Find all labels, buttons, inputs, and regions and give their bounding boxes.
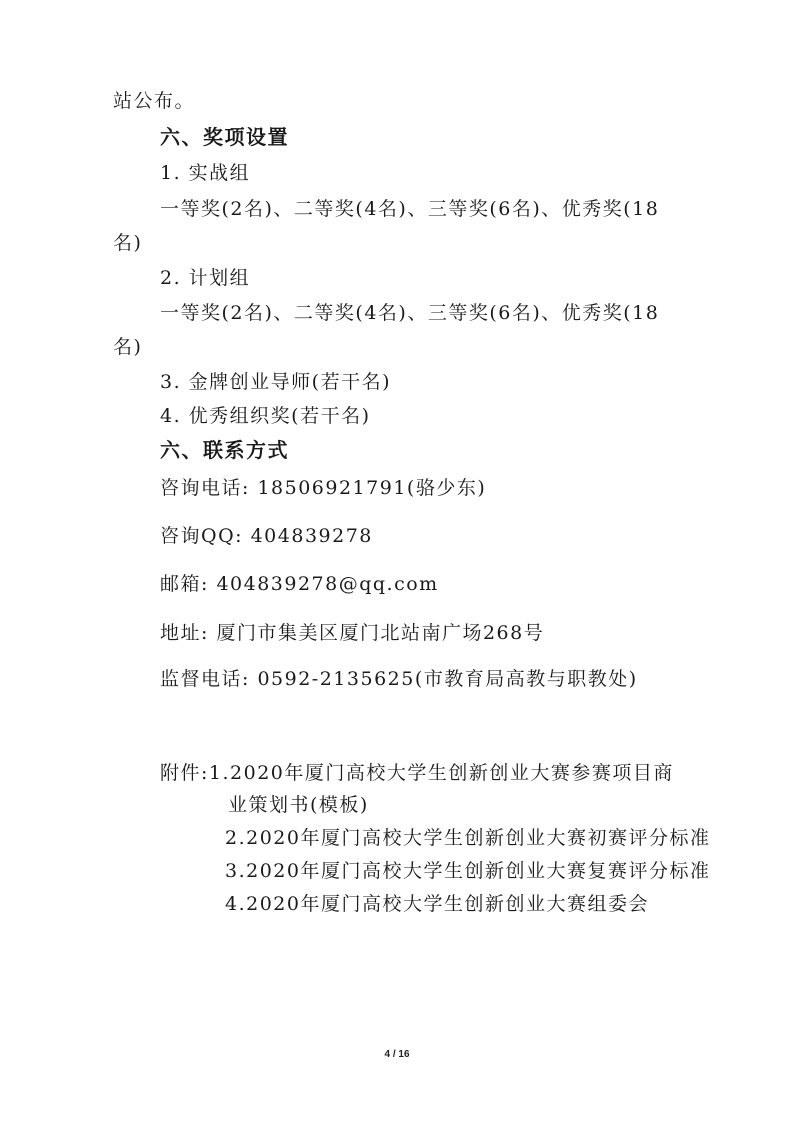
attachment-1-wrap: 业策划书(模板) — [228, 794, 369, 816]
section-heading-contact: 六、联系方式 — [160, 438, 289, 462]
award-list-plan: 一等奖(2名)、二等奖(4名)、三等奖(6名)、优秀奖(18 — [160, 302, 660, 324]
attachment-2: 2.2020年厦门高校大学生创新创业大赛初赛评分标准 — [225, 827, 711, 849]
attachment-4: 4.2020年厦门高校大学生创新创业大赛组委会 — [225, 893, 649, 915]
contact-address: 地址: 厦门市集美区厦门北站南广场268号 — [160, 622, 545, 644]
award-list-practice: 一等奖(2名)、二等奖(4名)、三等奖(6名)、优秀奖(18 — [160, 198, 660, 220]
attachment-1: 附件:1.2020年厦门高校大学生创新创业大赛参赛项目商 — [160, 762, 674, 784]
award-organization: 4. 优秀组织奖(若干名) — [160, 405, 371, 427]
attachment-3: 3.2020年厦门高校大学生创新创业大赛复赛评分标准 — [225, 860, 711, 882]
contact-email: 邮箱: 404839278@qq.com — [160, 573, 439, 595]
award-group-practice: 1. 实战组 — [160, 162, 251, 184]
contact-supervision-phone: 监督电话: 0592-2135625(市教育局高教与职教处) — [160, 668, 638, 690]
page-number: 4 / 16 — [384, 1049, 410, 1060]
contact-phone: 咨询电话: 18506921791(骆少东) — [160, 477, 487, 499]
contact-qq: 咨询QQ: 404839278 — [160, 525, 373, 547]
award-mentor: 3. 金牌创业导师(若干名) — [160, 371, 391, 393]
award-group-plan: 2. 计划组 — [160, 267, 251, 289]
award-list-plan-wrap: 名) — [113, 336, 143, 358]
paragraph-continuation: 站公布。 — [113, 90, 196, 112]
section-heading-awards: 六、奖项设置 — [160, 125, 289, 149]
award-list-practice-wrap: 名) — [113, 232, 143, 254]
